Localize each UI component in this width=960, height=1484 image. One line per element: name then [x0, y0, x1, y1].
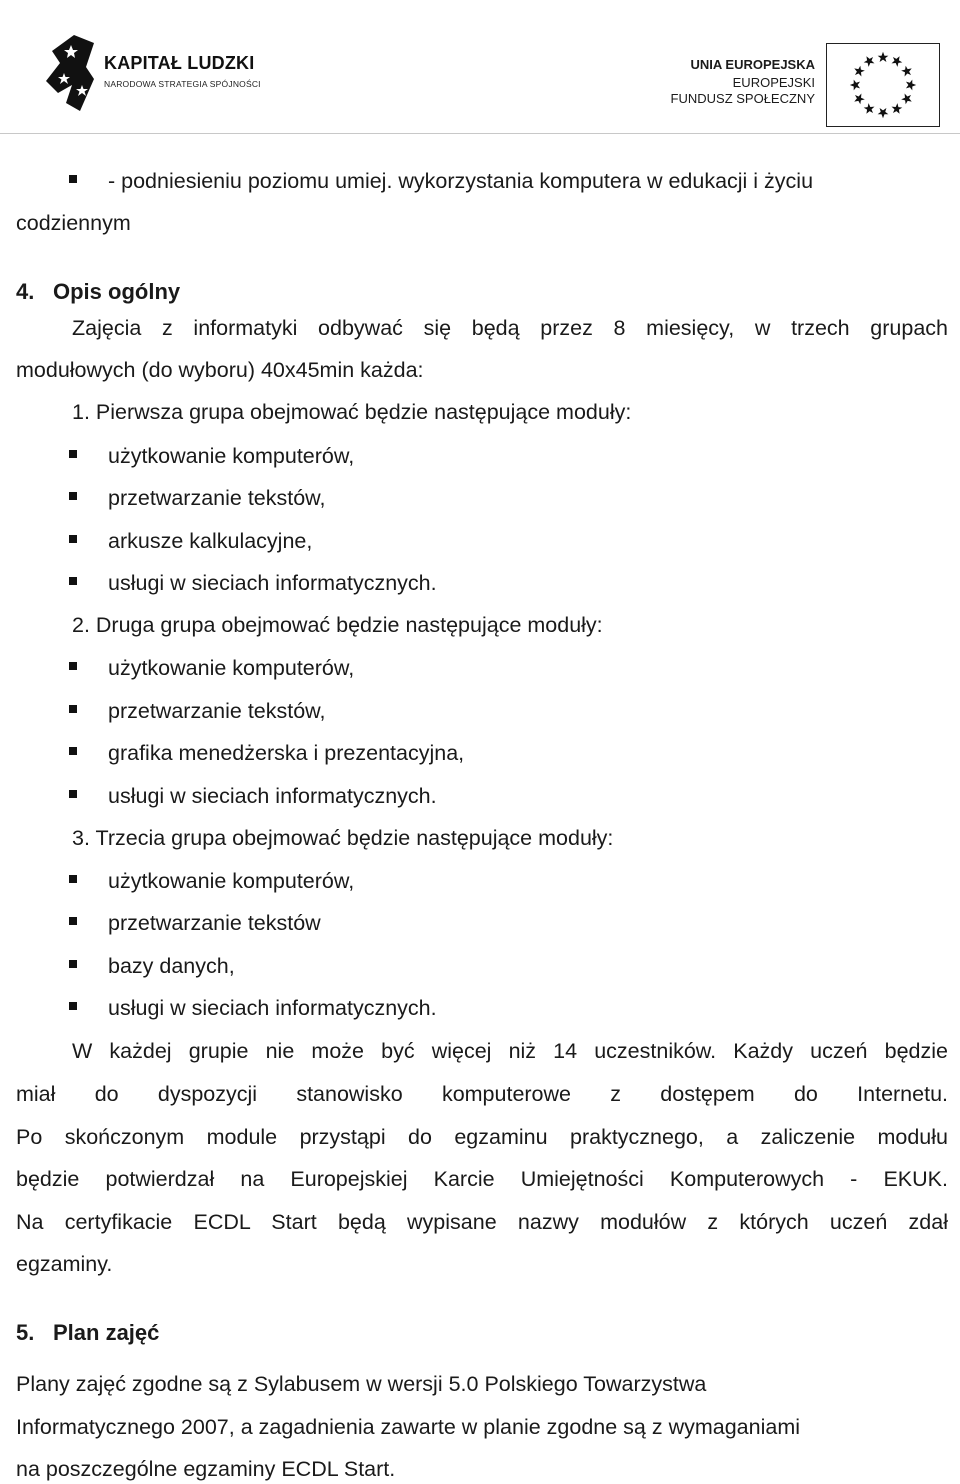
group-2-item-2: przetwarzanie tekstów,	[108, 699, 326, 723]
intro-bullet-text: - podniesieniu poziomu umiej. wykorzystania komputera w edukacji i życiu	[108, 169, 814, 193]
list-item	[66, 570, 946, 598]
section-5-line-3: na poszczególne egzaminy ECDL Start.	[16, 1457, 396, 1481]
list-item	[66, 443, 946, 471]
kapital-ludzki-logo	[44, 33, 274, 113]
group-1-item-4: usługi w sieciach informatycznych.	[108, 571, 437, 595]
bullet-icon	[69, 535, 77, 543]
section-5-line-1: Plany zajęć zgodne są z Sylabusem w wersji 5.0 Polskiego Towarzystwa	[16, 1372, 707, 1396]
group-1-item-3: arkusze kalkulacyjne,	[108, 529, 313, 553]
kapital-ludzki-emblem	[44, 33, 96, 113]
closing-line-1: W każdej grupie nie może być więcej niż 14 uczestników. Każdy uczeń będzie	[72, 1039, 948, 1063]
group-3-item-3: bazy danych,	[108, 954, 235, 978]
section-4-number: 4.	[16, 279, 35, 304]
group-1-heading: 1. Pierwsza grupa obejmować będzie następujące moduły:	[72, 400, 632, 424]
list-item	[66, 485, 946, 513]
group-2-item-4: usługi w sieciach informatycznych.	[108, 784, 437, 808]
bullet-icon	[69, 662, 77, 670]
list-item	[66, 168, 946, 196]
section-5-title: Plan zajęć	[53, 1320, 160, 1345]
group-3-item-1: użytkowanie komputerów,	[108, 869, 355, 893]
closing-line-2: miał do dyspozycji stanowisko komputerowe z dostępem do Internetu.	[16, 1082, 948, 1106]
group-2-item-1: użytkowanie komputerów,	[108, 656, 355, 680]
list-item	[66, 953, 946, 981]
bullet-icon	[69, 747, 77, 755]
group-2-item-3: grafika menedżerska i prezentacyjna,	[108, 741, 465, 765]
page-header	[0, 0, 960, 134]
list-item	[66, 528, 946, 556]
bullet-icon	[69, 790, 77, 798]
section-4-heading	[16, 278, 180, 306]
group-3-item-2: przetwarzanie tekstów	[108, 911, 321, 935]
bullet-icon	[69, 450, 77, 458]
eu-logo-line-2: EUROPEJSKI	[732, 75, 815, 90]
closing-line-4: będzie potwierdzał na Europejskiej Karcie Umiejętności Komputerowych - EKUK.	[16, 1167, 948, 1191]
group-3-item-4: usługi w sieciach informatycznych.	[108, 996, 437, 1020]
eu-logo-line-1: UNIA EUROPEJSKA	[690, 57, 815, 72]
section-5-heading	[16, 1319, 159, 1347]
group-1-item-2: przetwarzanie tekstów,	[108, 486, 326, 510]
bullet-icon	[69, 875, 77, 883]
bullet-icon	[69, 492, 77, 500]
list-item	[66, 783, 946, 811]
list-item	[66, 698, 946, 726]
list-item	[66, 868, 946, 896]
bullet-icon	[69, 577, 77, 585]
kapital-ludzki-subtitle: NARODOWA STRATEGIA SPÓJNOŚCI	[104, 79, 261, 89]
group-3-heading: 3. Trzecia grupa obejmować będzie następujące moduły:	[72, 826, 614, 850]
section-4-paragraph-line-2: modułowych (do wyboru) 40x45min każda:	[16, 358, 424, 382]
eu-flag-icon	[826, 43, 940, 127]
header-divider	[0, 133, 960, 134]
list-item	[66, 655, 946, 683]
section-5-line-2: Informatycznego 2007, a zagadnienia zawarte w planie zgodne są z wymaganiami	[16, 1415, 801, 1439]
section-4-title: Opis ogólny	[53, 279, 181, 304]
section-5-number: 5.	[16, 1320, 35, 1345]
eu-logo	[660, 27, 942, 121]
bullet-icon	[69, 960, 77, 968]
closing-line-3: Po skończonym module przystąpi do egzaminu praktycznego, a zaliczenie modułu	[16, 1125, 948, 1149]
bullet-icon	[69, 1002, 77, 1010]
closing-line-6: egzaminy.	[16, 1252, 113, 1276]
bullet-icon	[69, 917, 77, 925]
list-item	[66, 740, 946, 768]
section-4-paragraph-line-1: Zajęcia z informatyki odbywać się będą przez 8 miesięcy, w trzech grupach	[72, 316, 948, 340]
group-1-item-1: użytkowanie komputerów,	[108, 444, 355, 468]
list-item	[66, 995, 946, 1023]
kapital-ludzki-title: KAPITAŁ LUDZKI	[104, 53, 255, 73]
group-2-heading: 2. Druga grupa obejmować będzie następujące moduły:	[72, 613, 603, 637]
eu-logo-line-3: FUNDUSZ SPOŁECZNY	[670, 91, 815, 106]
bullet-icon	[69, 175, 77, 183]
list-item	[66, 910, 946, 938]
intro-continuation: codziennym	[16, 211, 131, 235]
closing-line-5: Na certyfikacie ECDL Start będą wypisane nazwy modułów z których uczeń zdał	[16, 1210, 948, 1234]
bullet-icon	[69, 705, 77, 713]
